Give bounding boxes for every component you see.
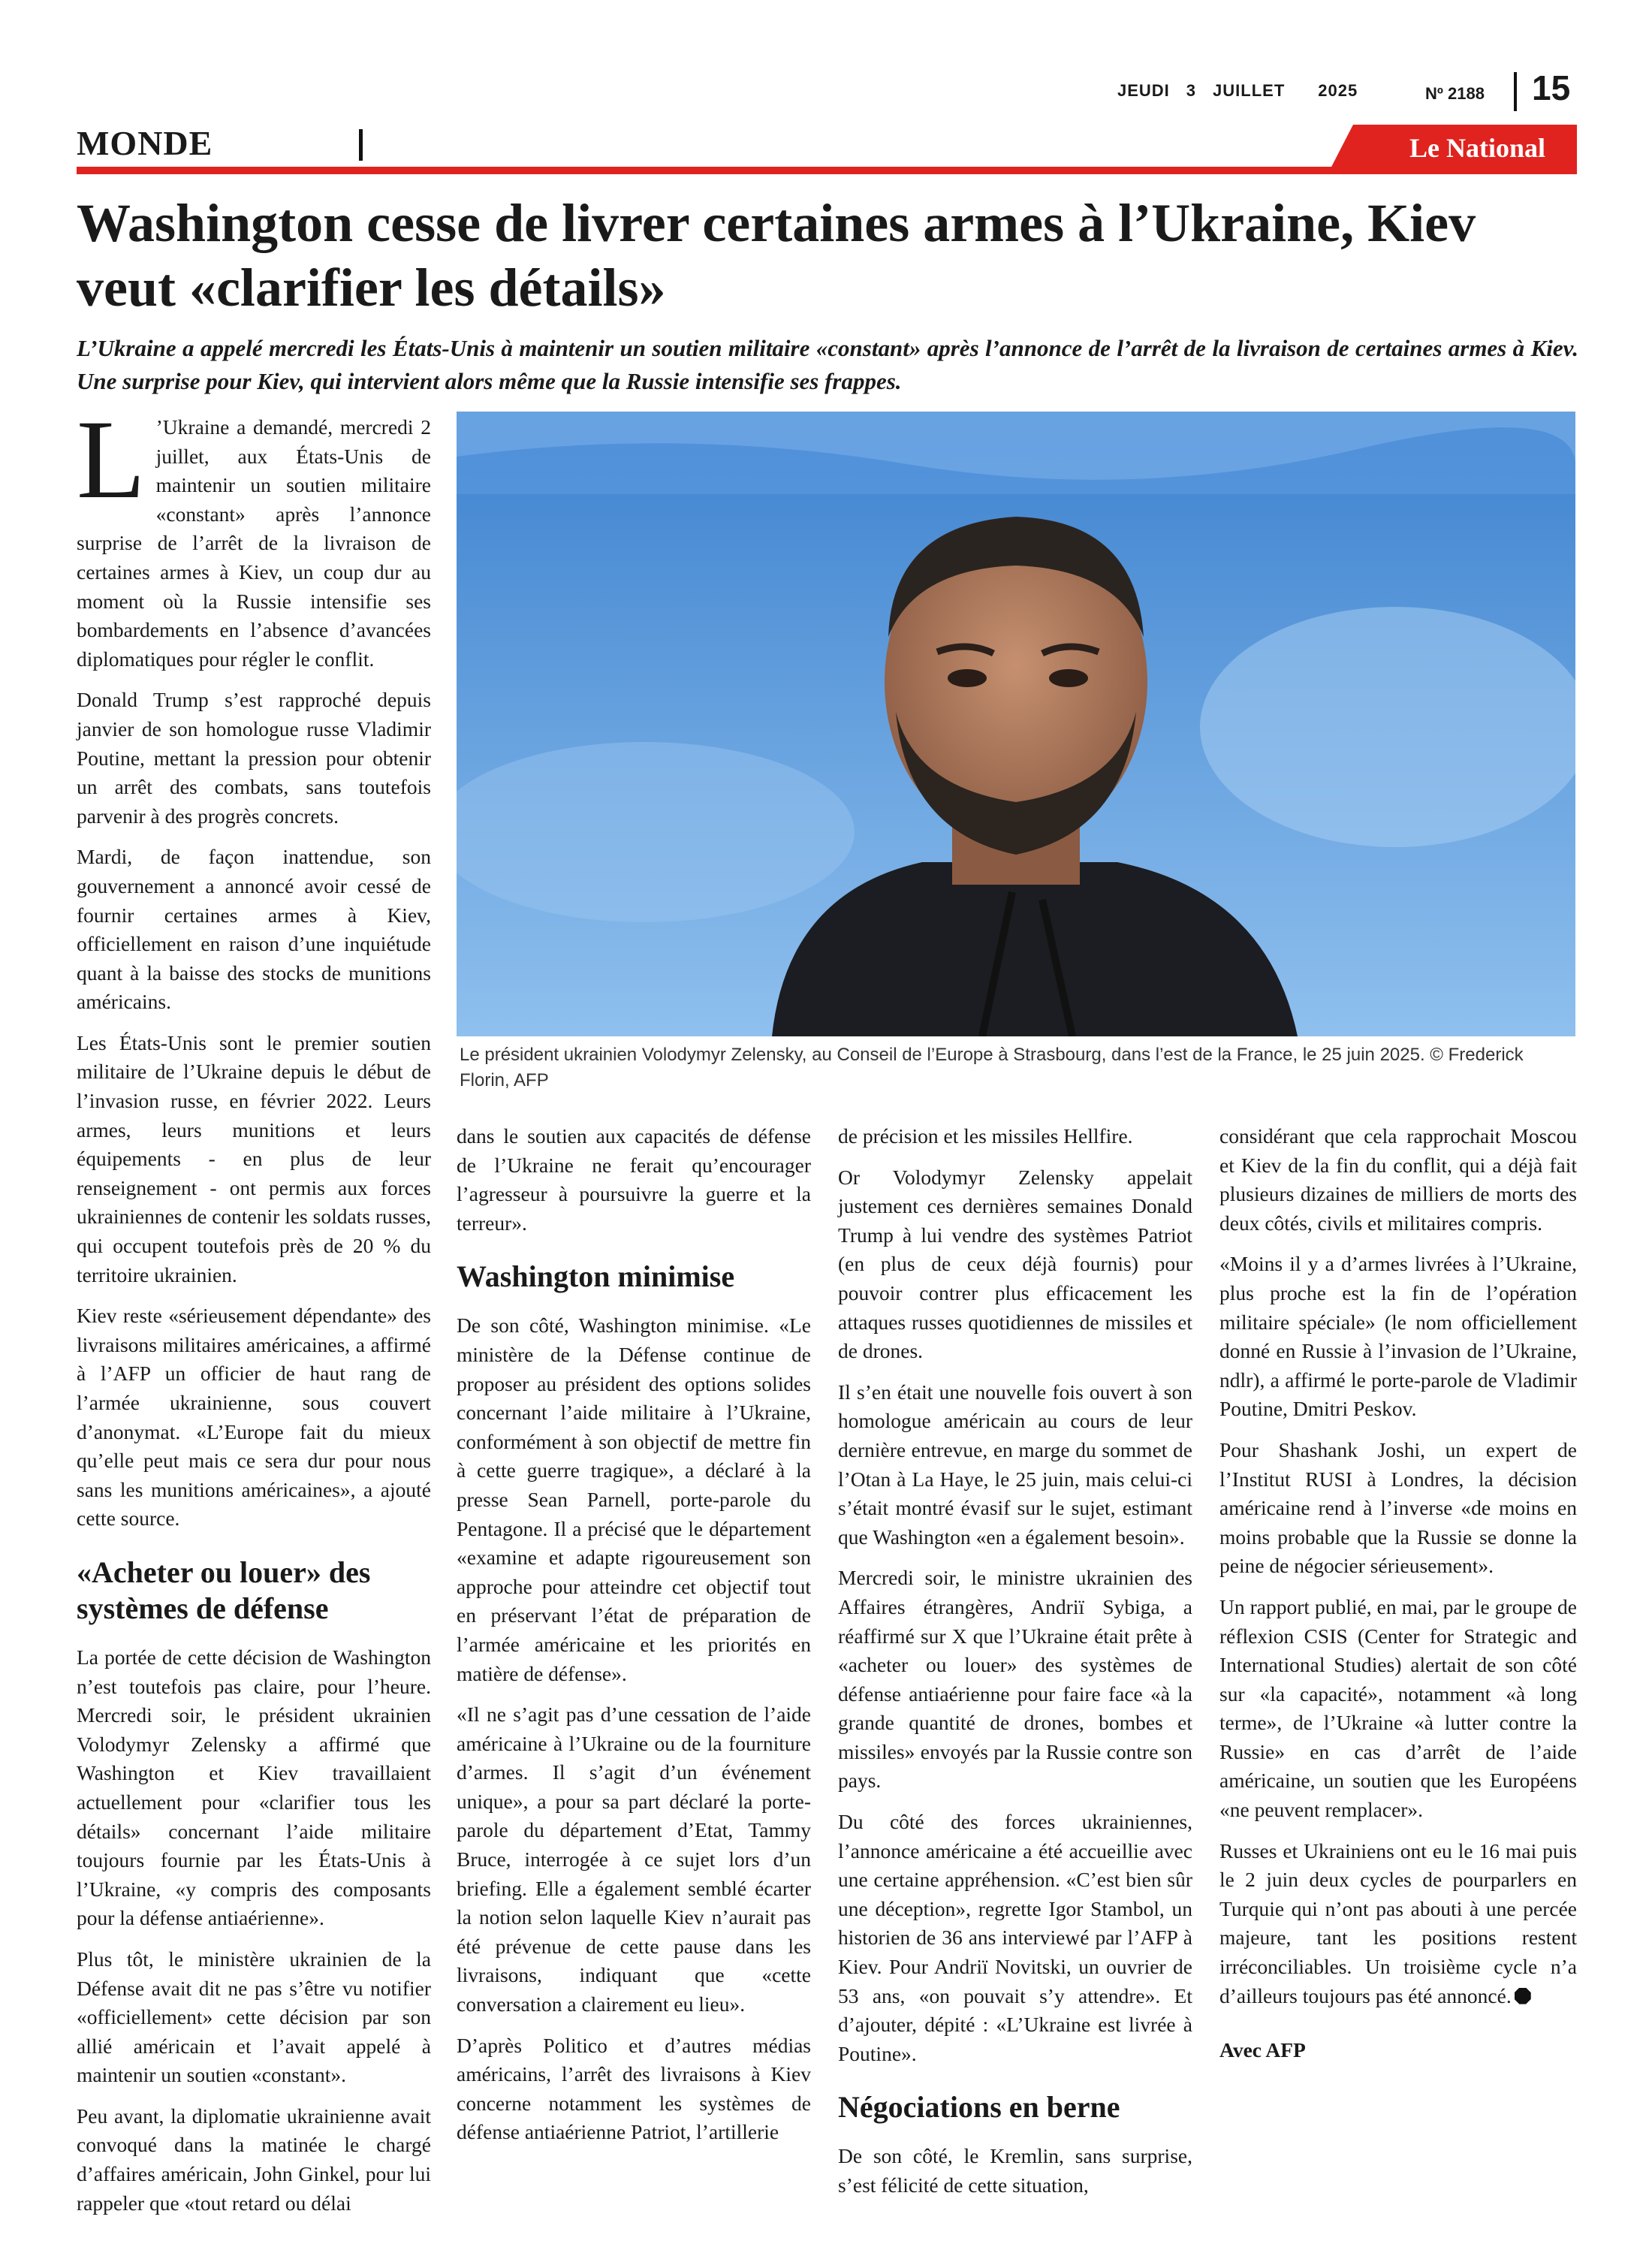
subheading: «Acheter ou louer» des systèmes de défense	[77, 1555, 371, 1625]
page-number: 15	[1532, 68, 1571, 107]
article-paragraph: Du côté des forces ukrainiennes, l’annonce américaine a été accueillie avec une certaine appréhension. «C’est bien sûr une déception», regrette Igor Stambol, un historien de 36 ans interviewé par l’AFP à Kiev. Pour Andriï Novitski, un ouvrier de 53 ans, «on pouvait s’y attendre». Et d’ajouter, dépité : «L’Ukraine est livrée à Poutine».	[838, 1810, 1192, 2065]
photo-caption: Le président ukrainien Volodymyr Zelensky, au Conseil de l’Europe à Strasbourg, dans l’est de la France, le 25 juin 2025. © Frederick Florin, AFP	[460, 1045, 1524, 1090]
header-rule	[77, 167, 1577, 174]
end-of-article-icon	[1515, 1988, 1531, 2004]
issue-number: Nº 2188	[1425, 84, 1485, 103]
article-paragraph: «Moins il y a d’armes livrées à l’Ukraine, plus proche est la fin de l’opération militaire spéciale» (le nom officiellement donné en Russie à l’invasion de l’Ukraine, ndlr), a affirmé le porte-parole de Vladimir Poutine, Dmitri Peskov.	[1219, 1252, 1577, 1421]
date-month: JUILLET	[1213, 81, 1286, 100]
article-column-2	[457, 1122, 811, 2159]
article-paragraph: «Il ne s’agit pas d’une cessation de l’aide américaine à l’Ukraine ou de la fourniture d’armes. Il s’agit d’un événement unique», a pour sa part déclaré la porte-parole du département d’Etat, Tammy Bruce, interrogée à ce sujet lors d’un briefing. Elle a également semblé écarter la notion selon laquelle Kiev n’aurait pas été prévenue de cette pause dans les livraisons, indiquant que «cette conversation a clairement eu lieu».	[457, 1703, 811, 2016]
subheading: Washington minimise	[457, 1259, 735, 1294]
date-day: JEUDI	[1117, 81, 1170, 100]
paragraph-text: ’Ukraine a demandé, mercredi 2 juillet, aux États-Unis de maintenir un soutien militaire «constant» après l’annonce surprise de l’arrêt de la livraison de certaines armes à Kiev, un coup dur au moment où la Russie intensifie ses bombardements en l’absence d’avancées diplomatiques pour régler le conflit.	[77, 415, 431, 671]
article-paragraph: considérant que cela rapprochait Moscou et Kiev de la fin du conflit, qui a déjà fait plusieurs dizaines de milliers de morts des deux côtés, civils et militaires compris.	[1219, 1124, 1577, 1235]
article-paragraph: Il s’en était une nouvelle fois ouvert à son homologue américain au cours de leur dernière entrevue, en marge du sommet de l’Otan à La Haye, le 25 juin, mais celui-ci s’était montré évasif sur le sujet, estimant que Washington «en a également besoin».	[838, 1380, 1192, 1549]
article-paragraph: La portée de cette décision de Washington n’est toutefois pas claire, pour l’heure. Mercredi soir, le président ukrainien Volodymyr Zelensky a affirmé que Washington et Kiev travaillaient actuellement pour «clarifier tous les détails» concernant l’aide militaire toujours fournie par les États-Unis à l’Ukraine, «y compris des composants pour la défense antiaérienne».	[77, 1645, 431, 1930]
paragraph-text: Russes et Ukrainiens ont eu le 16 mai puis le 2 juin deux cycles de pourparlers en Turquie qui n’ont pas abouti à une percée majeure, tant les positions restent irréconciliables. Un troisième cycle n’a d’ailleurs toujours pas été annoncé.	[1219, 1838, 1577, 2007]
article-paragraph	[1219, 1837, 1577, 2011]
article-paragraph: Mardi, de façon inattendue, son gouvernement a annoncé avoir cessé de fournir certaines armes à Kiev, officiellement en raison d’une inquiétude quant à la baisse des stocks de munitions américains.	[77, 845, 431, 1014]
issue-date	[1117, 81, 1374, 101]
article-column-3	[838, 1122, 1192, 2212]
article-paragraph: Mercredi soir, le ministre ukrainien des Affaires étrangères, Andriï Sybiga, a réaffirmé sur X que l’Ukraine était prête à «acheter ou louer» des systèmes de défense antiaérienne pour faire face «à la grande quantité de drones, bombes et missiles» envoyés par la Russie contre son pays.	[838, 1566, 1192, 1793]
article-paragraph: De son côté, Washington minimise. «Le ministère de la Défense continue de proposer au président des options solides concernant l’aide militaire à l’Ukraine, conformément à son objectif de mettre fin à cette guerre tragique», a déclaré à la presse Sean Parnell, porte-parole du Pentagone. Il a précisé que le département «examine et adapte rigoureusement son approche pour atteindre cet objectif tout en préservant l’état de préparation de l’armée américaine et les priorités en matière de défense».	[457, 1313, 811, 1685]
article-paragraph	[77, 397, 431, 674]
brand-name: Le National	[1409, 133, 1545, 163]
article-headline: Washington cesse de livrer certaines armes à l’Ukraine, Kiev veut «clarifier les détails»	[77, 193, 1476, 318]
article-paragraph: Les États-Unis sont le premier soutien militaire de l’Ukraine depuis le début de l’invasion russe, en février 2022. Leurs armes, leurs munitions et leurs équipements - en plus de leur renseignement - ont permis aux forces ukrainiennes de contenir les soldats russes, qui occupent toutefois près de 20 % du territoire ukrainien.	[77, 1030, 431, 1286]
article-column-1	[77, 397, 431, 2230]
article-paragraph: Donald Trump s’est rapproché depuis janvier de son homologue russe Vladimir Poutine, mettant la pression pour obtenir un arrêt des combats, sans toutefois parvenir à des progrès concrets.	[77, 688, 431, 828]
portrait-illustration	[457, 412, 1575, 1036]
subheading: Négociations en berne	[838, 2090, 1120, 2125]
article-paragraph: Un rapport publié, en mai, par le groupe de réflexion CSIS (Center for Strategic and International Studies) alertait de son côté sur «la capacité», notamment «à long terme», de l’Ukraine «à lutter contre la Russie» en cas d’arrêt de l’aide américaine, un soutien que les Européens «ne peuvent remplacer».	[1219, 1594, 1577, 1822]
article-paragraph: de précision et les missiles Hellfire.	[838, 1124, 1133, 1148]
article-standfirst: L’Ukraine a appelé mercredi les États-Unis à maintenir un soutien militaire «constant» après l’annonce de l’arrêt de la livraison de certaines armes à Kiev. Une surprise pour Kiev, qui intervient alors même que la Russie intensifie ses frappes.	[77, 335, 1578, 394]
date-year: 2025	[1318, 81, 1358, 100]
date-number: 3	[1186, 81, 1197, 100]
section-title: MONDE	[77, 124, 213, 162]
drop-cap: L	[77, 397, 146, 522]
article-paragraph: Kiev reste «sérieusement dépendante» des livraisons militaires américaines, a affirmé à l’AFP un officier de haut rang de l’armée ukrainienne, sous couvert d’anonymat. «L’Europe fait du mieux qu’elle peut mais ce sera dur pour nous sans les munitions américaines», a ajouté cette source.	[77, 1304, 431, 1531]
article-photo	[457, 412, 1575, 1036]
article-paragraph: Pour Shashank Joshi, un expert de l’Institut RUSI à Londres, la décision américaine rend à l’inverse «de moins en moins probable que la Russie se donne la peine de négocier sérieusement».	[1219, 1437, 1577, 1578]
article-paragraph: Or Volodymyr Zelensky appelait justement ces dernières semaines Donald Trump à lui vendre des systèmes Patriot (en plus de ceux déjà fournis) pour pouvoir contrer plus efficacement les attaques russes quotidiennes de missiles et de drones.	[838, 1165, 1192, 1363]
brand-banner	[1329, 125, 1577, 171]
header-divider	[1514, 72, 1517, 111]
section-divider	[359, 129, 363, 161]
article-paragraph: Plus tôt, le ministère ukrainien de la Défense avait dit ne pas s’être vu notifier «officiellement» cette décision par son allié américain et l’avait appelé à maintenir un soutien «constant».	[77, 1947, 431, 2087]
article-column-4	[1219, 1122, 1577, 2077]
article-paragraph: dans le soutien aux capacités de défense de l’Ukraine ne ferait qu’encourager l’agresseur à poursuivre la guerre et la terreur».	[457, 1124, 811, 1235]
article-byline: Avec AFP	[1219, 2038, 1306, 2062]
article-paragraph: Peu avant, la diplomatie ukrainienne avait convoqué dans la matinée le chargé d’affaires américain, John Ginkel, pour lui rappeler que «tout retard ou délai	[77, 2104, 431, 2215]
article-paragraph: De son côté, le Kremlin, sans surprise, s’est félicité de cette situation,	[838, 2144, 1192, 2197]
article-paragraph: D’après Politico et d’autres médias américains, l’arrêt des livraisons à Kiev concerne notamment les systèmes de défense antiaérienne Patriot, l’artillerie	[457, 2033, 811, 2144]
